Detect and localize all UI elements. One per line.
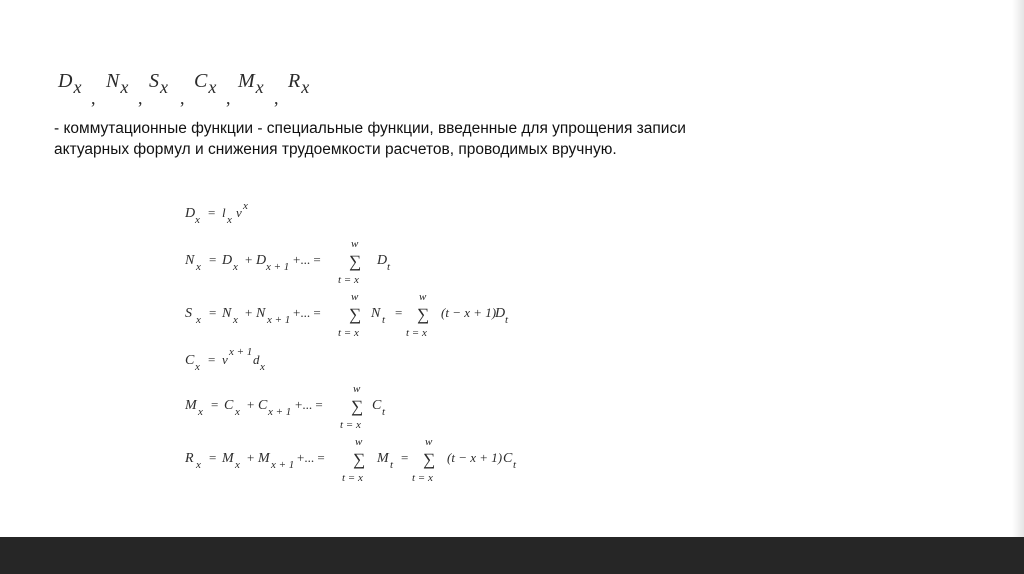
svg-text:∑: ∑	[423, 450, 436, 469]
svg-text:x + 1: x + 1	[229, 346, 253, 358]
svg-text:=: =	[395, 305, 403, 320]
svg-text:x: x	[198, 406, 203, 418]
formula-sx	[185, 291, 509, 339]
svg-text:x: x	[196, 261, 201, 273]
svg-text:=: =	[209, 450, 217, 465]
svg-text:+: +	[245, 305, 253, 320]
formula-nx	[185, 238, 391, 286]
formula-dx	[185, 200, 248, 226]
svg-text:x + 1: x + 1	[267, 314, 291, 326]
svg-text:x: x	[233, 314, 238, 326]
svg-text:N: N	[222, 306, 232, 321]
svg-text:M: M	[222, 451, 234, 466]
svg-text:x: x	[196, 459, 201, 471]
svg-text:x: x	[260, 361, 265, 373]
svg-text:R: R	[185, 451, 194, 466]
svg-text:+: +	[245, 252, 253, 267]
svg-text:∑: ∑	[353, 450, 366, 469]
svg-text:(t − x + 1): (t − x + 1)	[447, 450, 503, 465]
symbol-s: $S_x$	[149, 70, 169, 97]
symbol-c: $C_x$	[194, 70, 218, 97]
svg-text:∑: ∑	[417, 305, 430, 324]
svg-text:N: N	[371, 306, 381, 321]
svg-text:(t − x + 1): (t − x + 1)	[441, 305, 497, 320]
svg-text:x + 1: x + 1	[266, 261, 290, 273]
svg-text:d: d	[253, 352, 260, 367]
svg-text:t = x: t = x	[406, 327, 427, 339]
svg-text:t: t	[382, 314, 386, 326]
svg-text:∑: ∑	[351, 397, 364, 416]
svg-text:N: N	[256, 306, 266, 321]
svg-text:l: l	[222, 205, 226, 220]
svg-text:+... =: +... =	[295, 397, 323, 412]
svg-text:w: w	[353, 383, 361, 395]
svg-text:=: =	[209, 252, 217, 267]
svg-text:t: t	[382, 406, 386, 418]
svg-text:D: D	[495, 306, 506, 321]
description-text: - коммутационные функции - специальные функции, введенные для упрощения записи актуарных формул и снижения трудоемкости расчетов, проводимых вручную.	[54, 120, 686, 158]
symbol-d: $D_x$	[58, 70, 83, 97]
svg-text:w: w	[425, 436, 433, 448]
separator: ,	[180, 88, 185, 108]
slide-edge-shadow	[1012, 0, 1024, 537]
svg-text:x: x	[195, 214, 200, 226]
svg-text:D: D	[222, 253, 233, 268]
svg-text:t = x: t = x	[338, 274, 359, 286]
svg-text:=: =	[208, 205, 216, 220]
separator: ,	[91, 88, 96, 108]
svg-text:=: =	[211, 397, 219, 412]
separator: ,	[274, 88, 279, 108]
svg-text:x: x	[227, 214, 232, 226]
svg-text:D: D	[185, 206, 196, 221]
svg-text:+: +	[247, 397, 255, 412]
bottom-bar	[0, 537, 1024, 574]
svg-text:x: x	[235, 406, 240, 418]
svg-text:t = x: t = x	[340, 419, 361, 431]
svg-text:v: v	[236, 205, 242, 220]
svg-text:x: x	[233, 261, 238, 273]
svg-text:C: C	[185, 353, 195, 368]
svg-text:x: x	[195, 361, 200, 373]
svg-text:w: w	[355, 436, 363, 448]
formula-mx	[185, 383, 386, 431]
separator: ,	[138, 88, 143, 108]
svg-text:x: x	[243, 200, 248, 212]
symbol-r: $R_x$	[288, 70, 311, 97]
formula-cx	[185, 346, 265, 373]
formula-block	[185, 195, 565, 495]
svg-text:x: x	[196, 314, 201, 326]
svg-text:=: =	[401, 450, 409, 465]
svg-text:t: t	[387, 261, 391, 273]
svg-text:D: D	[377, 253, 388, 268]
svg-text:C: C	[258, 398, 268, 413]
symbol-m: $M_x$	[238, 70, 265, 97]
svg-text:C: C	[372, 398, 382, 413]
svg-text:t = x: t = x	[338, 327, 359, 339]
svg-text:+... =: +... =	[297, 450, 325, 465]
formula-rx	[185, 436, 517, 484]
svg-text:=: =	[209, 305, 217, 320]
svg-text:=: =	[208, 352, 216, 367]
svg-text:w: w	[351, 238, 359, 250]
formula-canvas	[185, 195, 565, 495]
svg-text:w: w	[419, 291, 427, 303]
svg-text:S: S	[185, 306, 192, 321]
svg-text:t: t	[390, 459, 394, 471]
svg-text:t = x: t = x	[342, 472, 363, 484]
svg-text:D: D	[256, 253, 267, 268]
symbol-n: $N_x$	[106, 70, 130, 97]
svg-text:+... =: +... =	[293, 252, 321, 267]
svg-text:x + 1: x + 1	[268, 406, 292, 418]
separator: ,	[226, 88, 231, 108]
svg-text:x + 1: x + 1	[271, 459, 295, 471]
svg-text:C: C	[503, 451, 513, 466]
svg-text:∑: ∑	[349, 252, 362, 271]
svg-text:x: x	[235, 459, 240, 471]
svg-text:t: t	[513, 459, 517, 471]
svg-text:M: M	[185, 398, 197, 413]
svg-text:t: t	[505, 314, 509, 326]
svg-text:t = x: t = x	[412, 472, 433, 484]
svg-text:w: w	[351, 291, 359, 303]
svg-text:M: M	[377, 451, 389, 466]
svg-text:C: C	[224, 398, 234, 413]
svg-text:M: M	[258, 451, 270, 466]
svg-text:v: v	[222, 352, 228, 367]
svg-text:+... =: +... =	[293, 305, 321, 320]
svg-text:+: +	[247, 450, 255, 465]
svg-text:∑: ∑	[349, 305, 362, 324]
svg-text:N: N	[185, 253, 195, 268]
